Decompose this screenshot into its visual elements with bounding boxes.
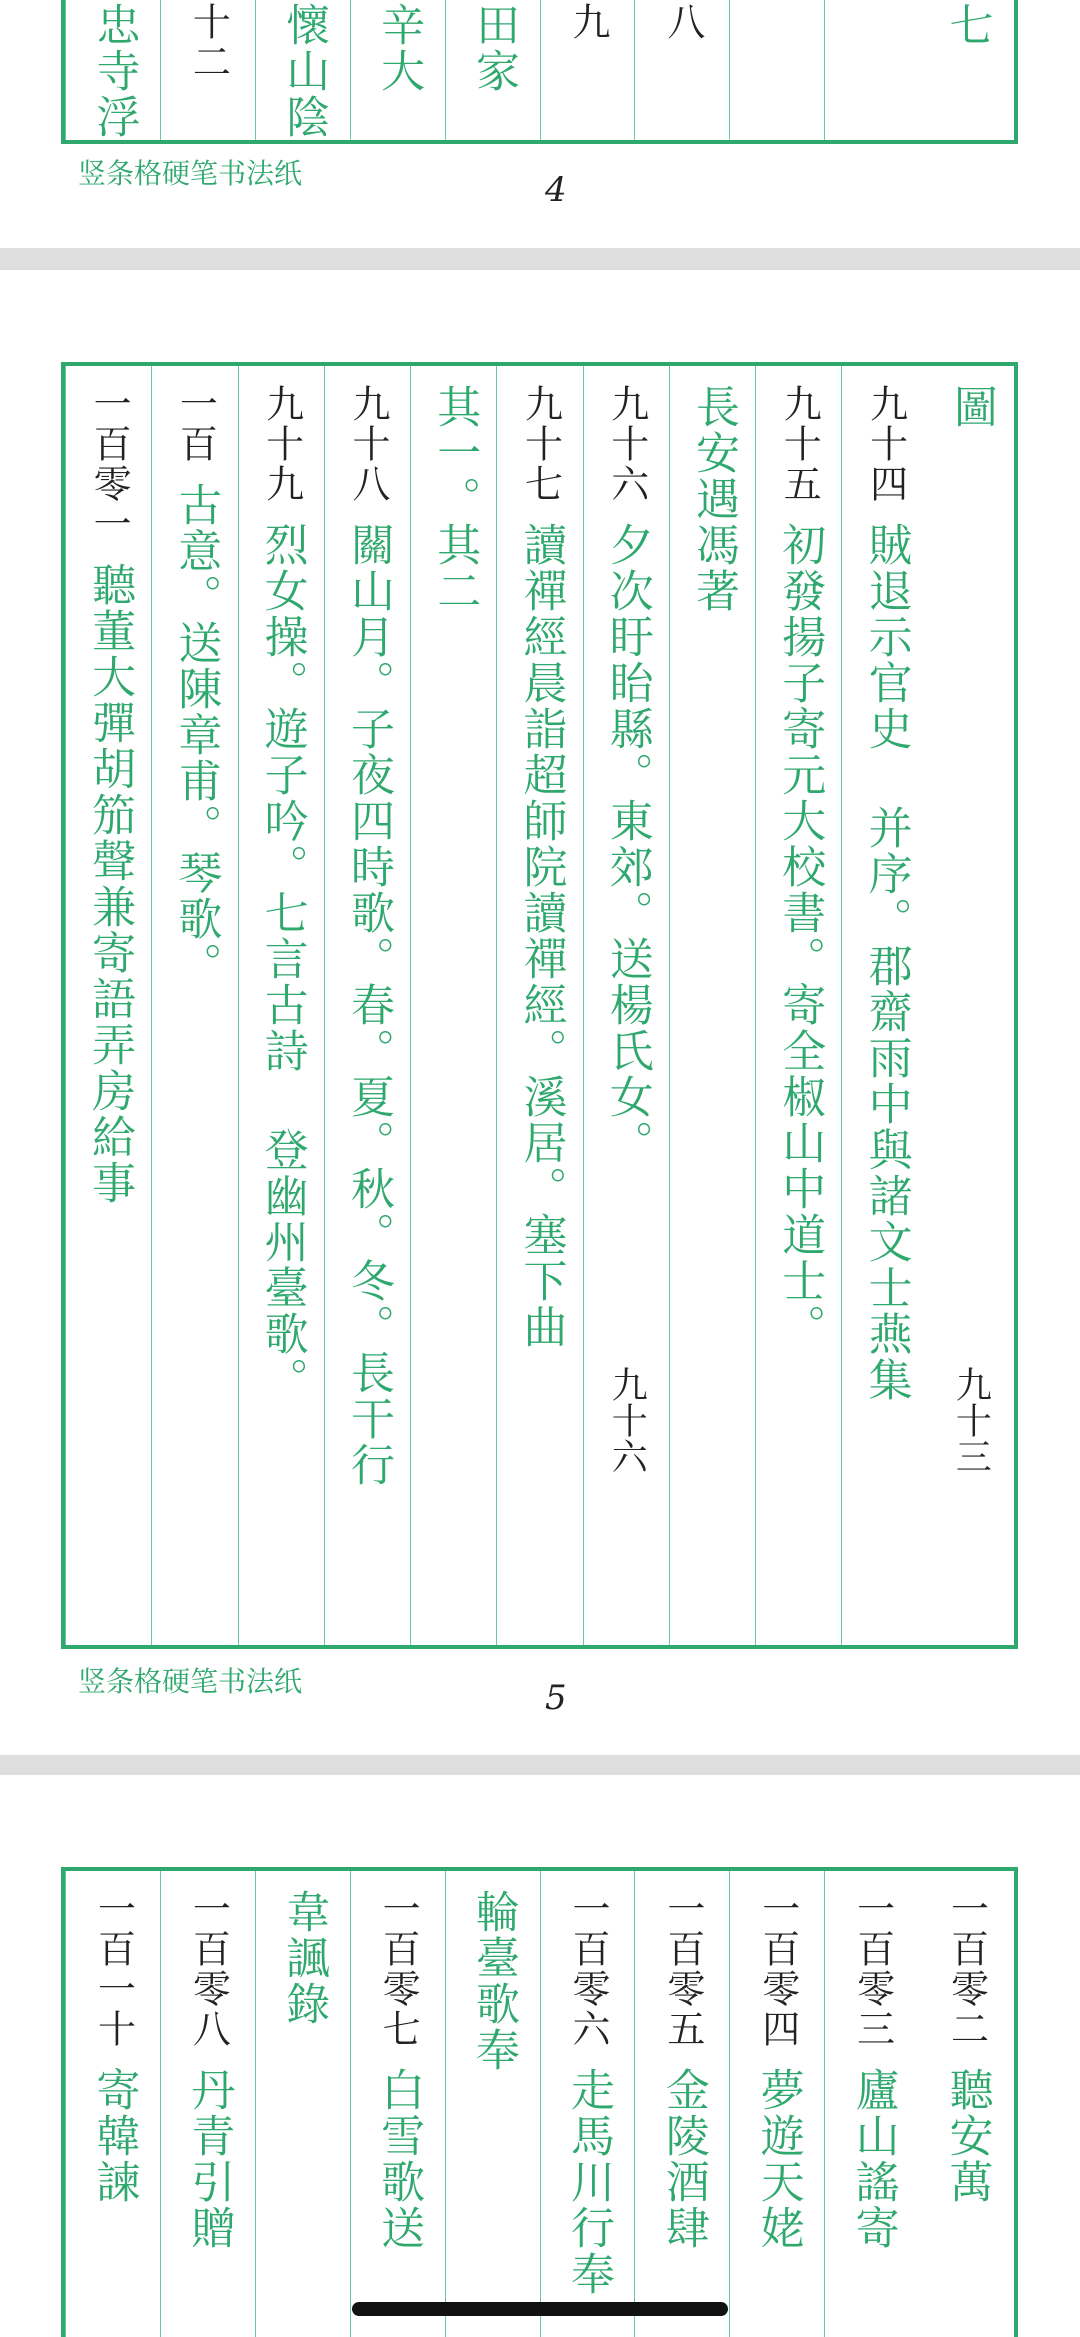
poem-title: 金陵酒肆: [657, 2067, 709, 2251]
poem-title: 古意。送陳章甫。琴歌。: [170, 482, 222, 988]
grid-column: [255, 0, 351, 140]
grid-column: [350, 0, 446, 140]
poem-number: 一百零一: [87, 384, 132, 544]
grid-column: [160, 1871, 256, 2337]
poem-number: 九: [565, 2, 610, 42]
grid-column: [445, 1871, 541, 2337]
grid-column: [841, 366, 928, 1645]
poem-number-bottom: 九十六: [606, 1366, 648, 1474]
poem-title: 白雪歌送: [373, 2067, 425, 2251]
grid-column: [496, 366, 583, 1645]
grid-column: [445, 0, 541, 140]
poem-title: 初發揚子寄元大校書。寄全椒山中道士。: [774, 522, 826, 1350]
poem-title: 讀禪經晨詣超師院讀禪經。溪居。塞下曲: [515, 522, 567, 1350]
grid-column: [160, 0, 256, 140]
grid-column: [583, 366, 670, 1645]
grid-column: [65, 366, 152, 1645]
calligraphy-grid-page-5: [61, 362, 1018, 1649]
grid-column: [350, 1871, 446, 2337]
poem-number: 一百零二: [944, 1889, 989, 2049]
grid-column: [919, 1871, 1014, 2337]
poem-title: 夢遊天姥: [752, 2067, 804, 2251]
grid-column: [540, 1871, 636, 2337]
grid-column: [669, 366, 756, 1645]
calligraphy-grid-page-4: [61, 0, 1018, 144]
grid-column: [928, 366, 1014, 1645]
grid-column: [65, 1871, 161, 2337]
paper-label: 竖条格硬笔书法纸: [78, 157, 303, 190]
poem-title: 田家: [468, 2, 520, 94]
poem-number: 十二: [186, 2, 231, 82]
poem-title: 辛大: [373, 2, 425, 94]
poem-number: 九十七: [518, 384, 563, 504]
grid-column: [324, 366, 411, 1645]
grid-column: [65, 0, 161, 140]
page-6: [0, 1775, 1080, 2337]
grid-column: [410, 366, 497, 1645]
grid-column: [755, 366, 842, 1645]
poem-title: 聽董大彈胡笳聲兼寄語弄房給事: [84, 562, 136, 1206]
page-5: [0, 270, 1080, 1755]
grid-column: [919, 0, 1014, 140]
grid-column: [540, 0, 636, 140]
poem-title: 圖: [945, 384, 997, 430]
poem-title: 輪臺歌奉: [468, 1889, 520, 2073]
grid-column: [824, 0, 920, 140]
poem-number: 一百零四: [755, 1889, 800, 2049]
grid-column: [151, 366, 238, 1645]
poem-number: 一百零七: [376, 1889, 421, 2049]
poem-number: 一百一十: [91, 1889, 136, 2049]
page-number: 5: [545, 1678, 567, 1718]
grid-column: [824, 1871, 920, 2337]
poem-title: 烈女操。遊子吟。七言古詩 登幽州臺歌。: [256, 522, 308, 1403]
poem-title: 夕次盱眙縣。東郊。送楊氏女。: [601, 522, 653, 1166]
poem-title: 寄韓諫: [88, 2067, 140, 2205]
poem-title: 忠寺浮: [88, 2, 140, 140]
grid-column: [729, 0, 825, 140]
grid-column: [238, 366, 325, 1645]
home-indicator[interactable]: [352, 2302, 728, 2316]
poem-number: 一百零六: [565, 1889, 610, 2049]
poem-number: 九十六: [604, 384, 649, 504]
poem-number: 一百: [173, 384, 218, 464]
poem-number: 一百零三: [850, 1889, 895, 2049]
poem-number: 八: [660, 2, 705, 42]
poem-title: 七: [941, 2, 993, 48]
grid-column: [729, 1871, 825, 2337]
poem-title: 其一。其二: [429, 384, 481, 614]
poem-title: 韋諷錄: [278, 1889, 330, 2027]
poem-number: 九十八: [345, 384, 390, 504]
poem-title: 懷山陰: [278, 2, 330, 140]
poem-number: 一百零五: [660, 1889, 705, 2049]
poem-title: 賊退示官史 并序。郡齋雨中與諸文士燕集: [860, 522, 912, 1403]
grid-column: [255, 1871, 351, 2337]
page-number: 4: [545, 170, 567, 210]
paper-label: 竖条格硬笔书法纸: [78, 1665, 303, 1698]
poem-number: 九十四: [863, 384, 908, 504]
poem-number-bottom: 九十三: [950, 1366, 992, 1474]
poem-title: 走馬川行奉: [562, 2067, 614, 2297]
calligraphy-grid-page-6: [61, 1867, 1018, 2337]
page-4: [0, 0, 1080, 248]
poem-number: 九十五: [777, 384, 822, 504]
poem-title: 廬山謠寄: [847, 2067, 899, 2251]
poem-title: 長安遇馮著: [688, 384, 740, 614]
poem-title: 聽安萬: [941, 2067, 993, 2205]
poem-number: 九十九: [259, 384, 304, 504]
grid-column: [634, 0, 730, 140]
grid-column: [634, 1871, 730, 2337]
poem-title: 丹青引贈: [183, 2067, 235, 2251]
poem-number: 一百零八: [186, 1889, 231, 2049]
poem-title: 關山月。子夜四時歌。春。夏。秋。冬。長干行: [342, 522, 394, 1488]
